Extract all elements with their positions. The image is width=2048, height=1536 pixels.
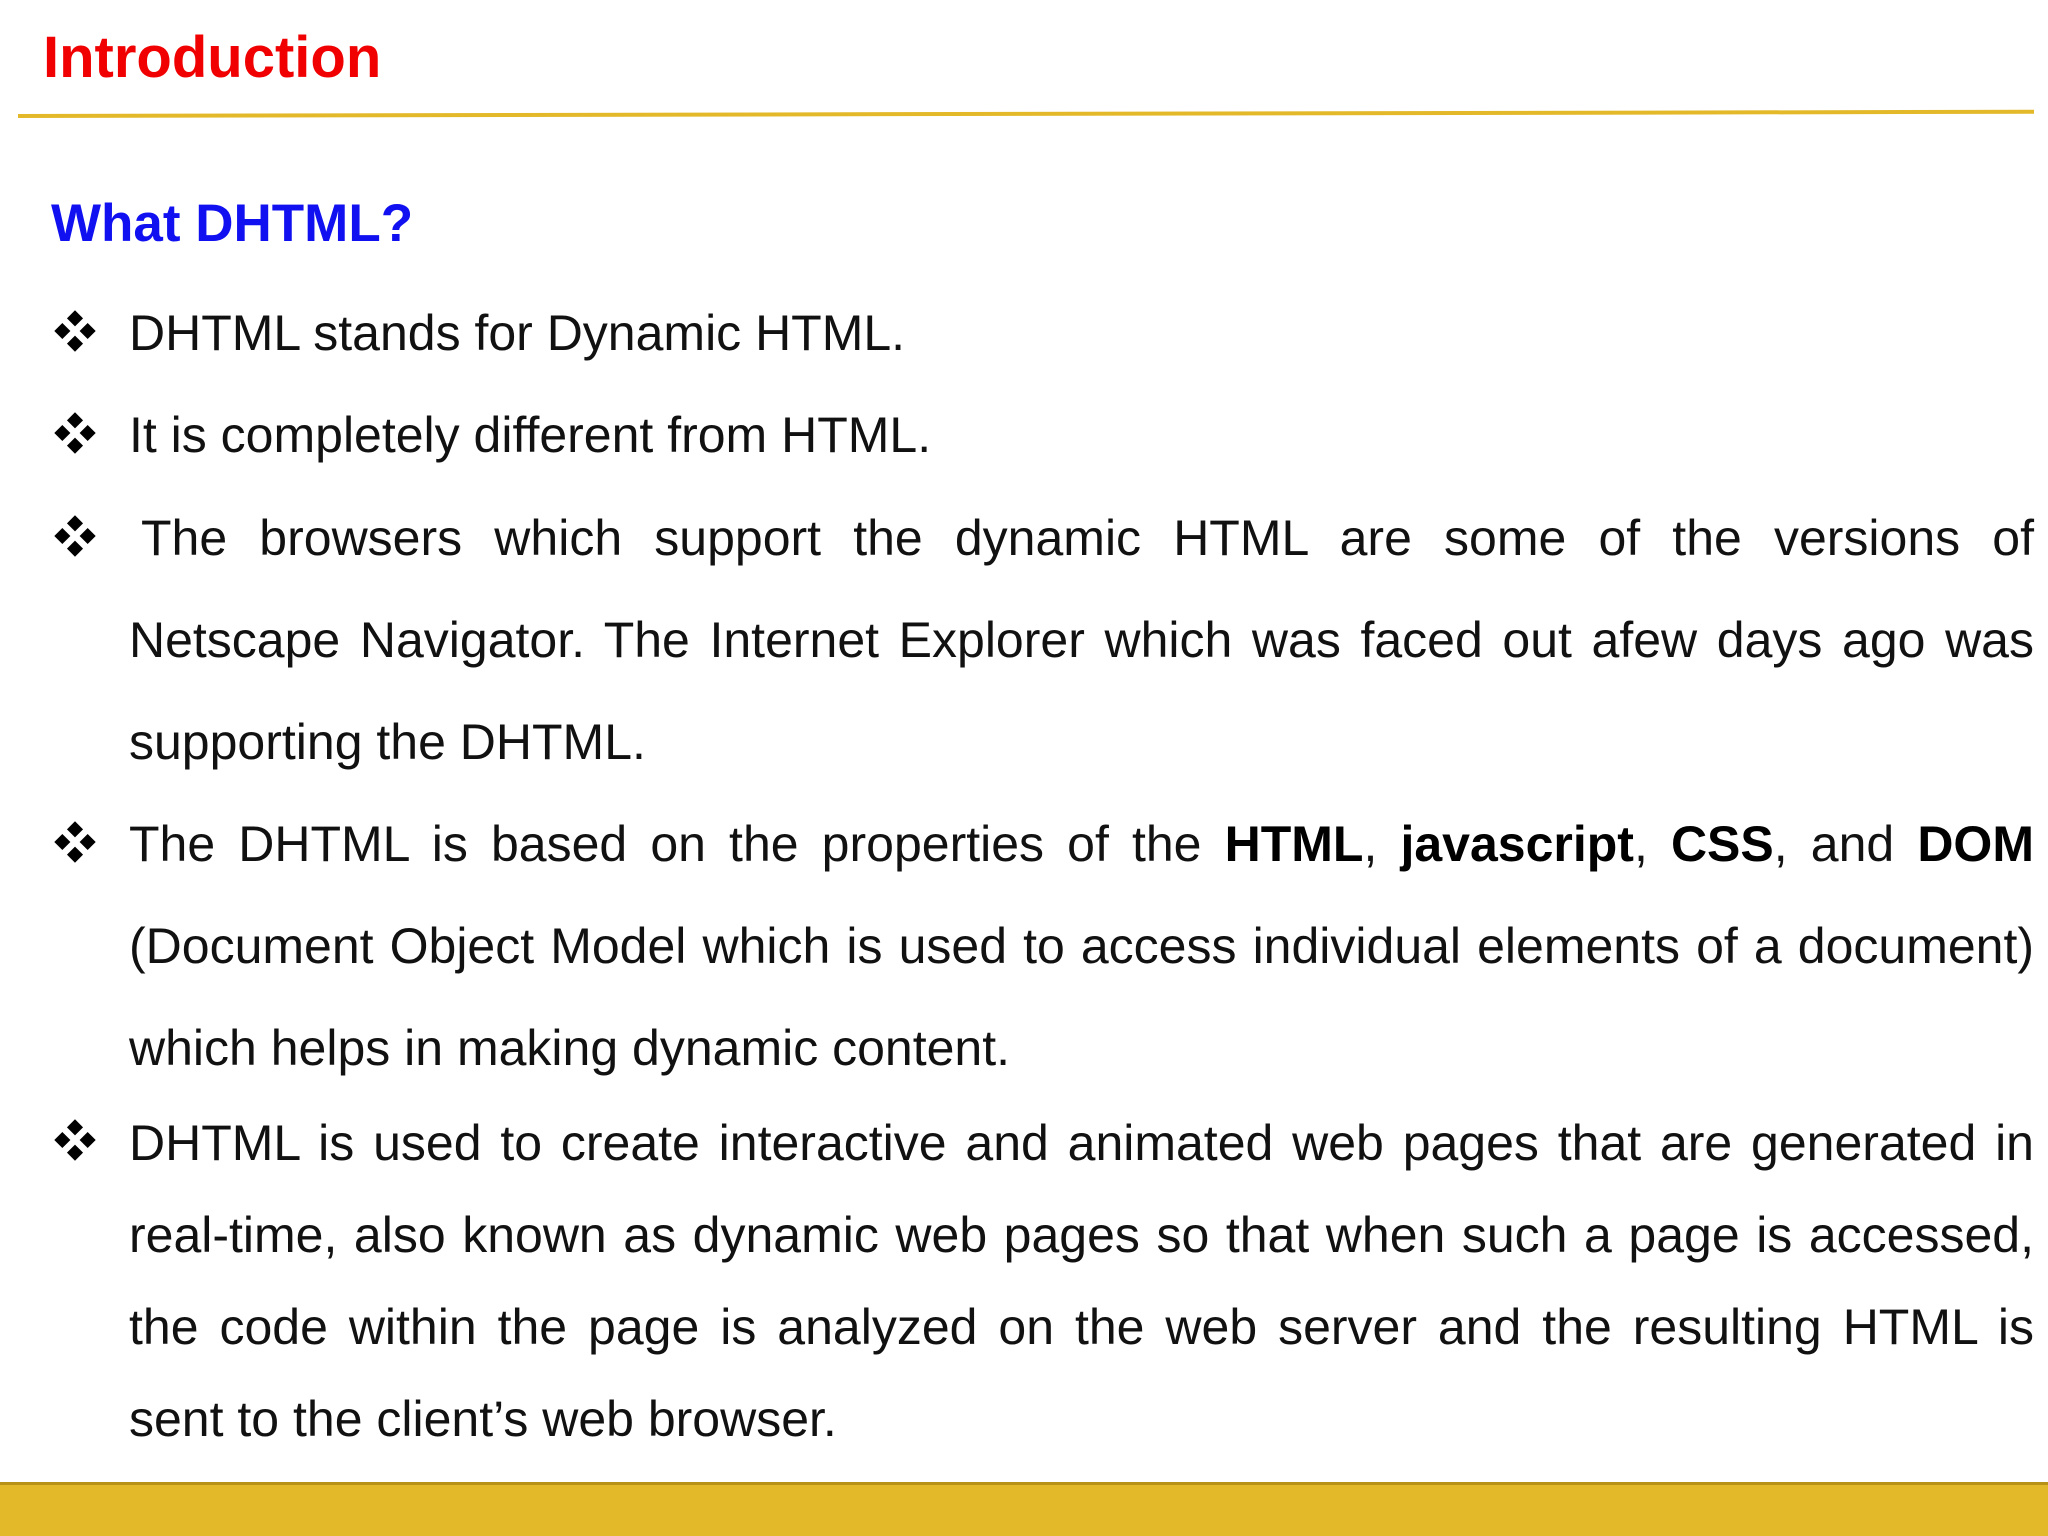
bullet-text: DHTML stands for Dynamic HTML. [129, 305, 906, 361]
bold-term-javascript: javascript [1400, 816, 1634, 872]
footer-bar [0, 1482, 2048, 1536]
bullet-text-segment: , and [1773, 816, 1918, 872]
bold-term-css: CSS [1670, 816, 1774, 872]
bullet-text: DHTML is used to create interactive and animated web pages that are generated in real-time, also known as dynamic web pages so that when such a page is accessed, the code within the page is analyzed on the web server and the resulting HTML is sent to the client’s web browser. [129, 1115, 2034, 1447]
bullet-text-segment: , [1633, 816, 1671, 872]
four-diamond-bullet-icon [52, 1117, 98, 1163]
four-diamond-bullet-icon [52, 410, 98, 456]
four-diamond-bullet-icon [52, 513, 98, 559]
bullet-text-segment: (Document Object Model which is used to access individual elements of a document) which helps in making dynamic content. [129, 918, 2034, 1076]
bold-term-html: HTML [1224, 816, 1364, 872]
slide-subtitle: What DHTML? [51, 194, 414, 253]
bold-term-dom: DOM [1917, 816, 2034, 872]
four-diamond-bullet-icon [52, 308, 98, 354]
bullet-text-segment: , [1363, 816, 1401, 872]
bullet-text: The browsers which support the dynamic HTML are some of the versions of Netscape Navigator. The Internet Explorer which was faced out afew days ago was supporting the DHTML. [129, 510, 2034, 770]
bullet-text [129, 793, 2034, 1099]
four-diamond-bullet-icon [52, 819, 98, 865]
bullet-text-segment: The DHTML is based on the properties of the [129, 816, 1225, 872]
slide-title: Introduction [43, 25, 382, 90]
bullet-text: It is completely different from HTML. [129, 407, 932, 463]
